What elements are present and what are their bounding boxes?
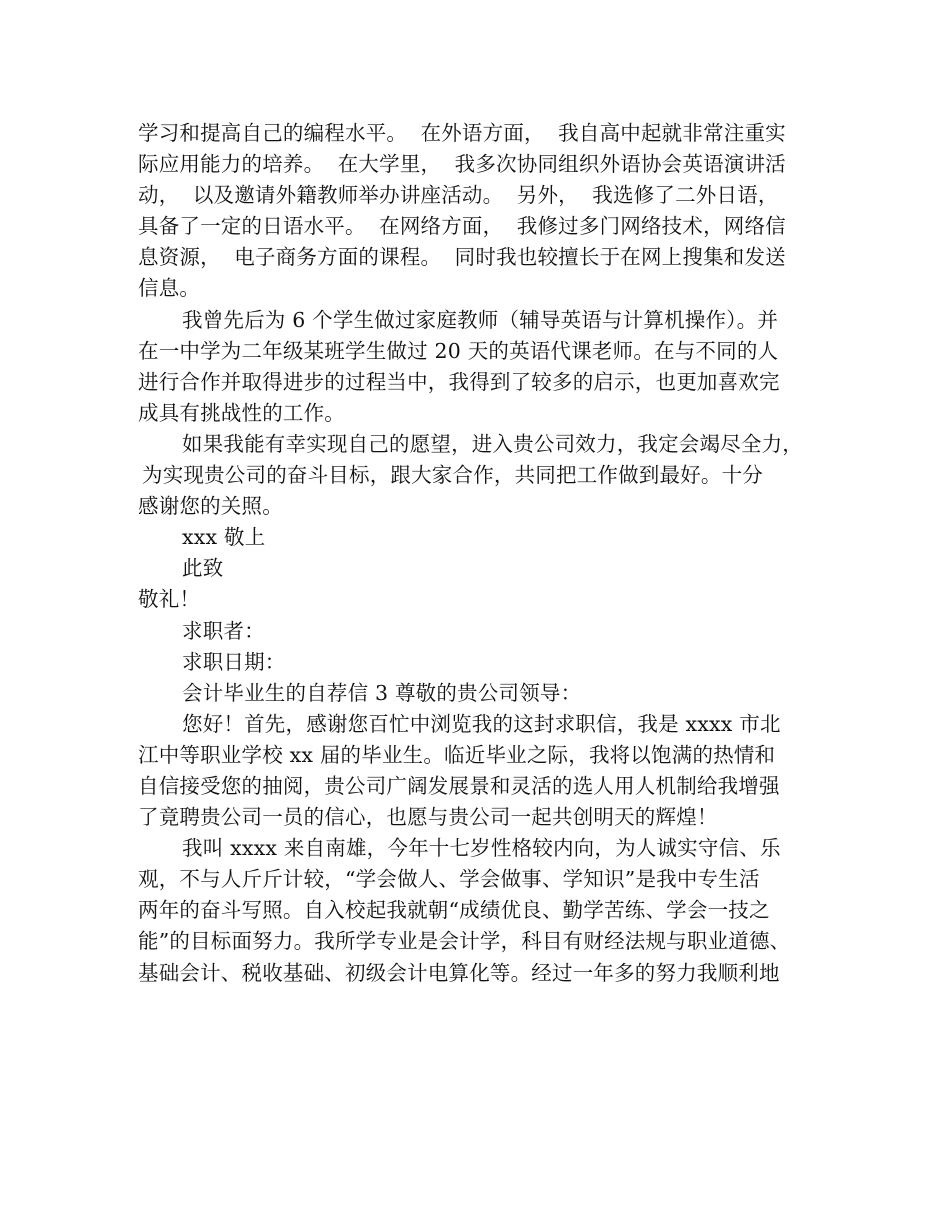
text-line: 观，不与人斤斤计较，“学会做人、学会做事、学知识”是我中专生活 (138, 867, 760, 892)
text-line: 在一中学为二年级某班学生做过 20 天的英语代课老师。在与不同的人 (138, 338, 779, 363)
paragraph-start-line: 我曾先后为 6 个学生做过家庭教师（辅导英语与计算机操作）。并 (182, 307, 779, 332)
applicant-label: 求职者： (182, 618, 265, 643)
text-line: 自信接受您的抽阅，贵公司广阔发展景和灵活的选人用人机制给我增强 (138, 773, 780, 798)
paragraph-start-line: 我叫 xxxx 来自南雄，今年十七岁性格较内向，为人诚实守信、乐 (182, 836, 781, 861)
text-line: 基础会计、税收基础、初级会计电算化等。经过一年多的努力我顺利地 (138, 960, 780, 985)
text-line: 动， 以及邀请外籍教师举办讲座活动。 另外， 我选修了二外日语， (138, 183, 779, 208)
text-line: 两年的奋斗写照。自入校起我就朝“成绩优良、勤学苦练、学会一技之 (138, 898, 770, 923)
letter-body (138, 118, 818, 989)
text-line: 为实现贵公司的奋斗目标，跟大家合作，共同把工作做到最好。十分 (142, 463, 763, 488)
text-line: 具备了一定的日语水平。 在网络方面， 我修过多门网络技术，网络信 (138, 214, 786, 239)
signature-line: xxx 敬上 (182, 525, 266, 550)
text-line: 息资源， 电子商务方面的课程。 同时我也较擅长于在网上搜集和发送 (138, 245, 786, 270)
text-line: 感谢您的关照。 (138, 494, 283, 519)
text-line: 能”的目标面努力。我所学专业是会计学，科目有财经法规与职业道德、 (138, 929, 791, 954)
section-heading-line: 会计毕业生的自荐信 3 尊敬的贵公司领导： (182, 680, 582, 705)
paragraph-start-line: 您好！首先，感谢您百忙中浏览我的这封求职信，我是 xxxx 市北 (182, 711, 781, 736)
application-date-label: 求职日期： (182, 649, 286, 674)
text-line: 进行合作并取得进步的过程当中，我得到了较多的启示，也更加喜欢完 (138, 369, 780, 394)
salutation-line: 敬礼！ (138, 587, 201, 612)
text-line: 江中等职业学校 xx 届的毕业生。临近毕业之际，我将以饱满的热情和 (138, 742, 776, 767)
closing-line: 此致 (182, 556, 224, 581)
text-line: 信息。 (138, 276, 201, 301)
paragraph-start-line: 如果我能有幸实现自己的愿望，进入贵公司效力，我定会竭尽全力， (182, 431, 803, 456)
text-line: 了竟聘贵公司一员的信心，也愿与贵公司一起共创明天的辉煌！ (138, 805, 718, 830)
text-line: 成具有挑战性的工作。 (138, 400, 345, 425)
text-line: 学习和提高自己的编程水平。 在外语方面， 我自高中起就非常注重实 (138, 121, 786, 145)
text-line: 际应用能力的培养。 在大学里， 我多次协同组织外语协会英语演讲活 (138, 152, 786, 177)
